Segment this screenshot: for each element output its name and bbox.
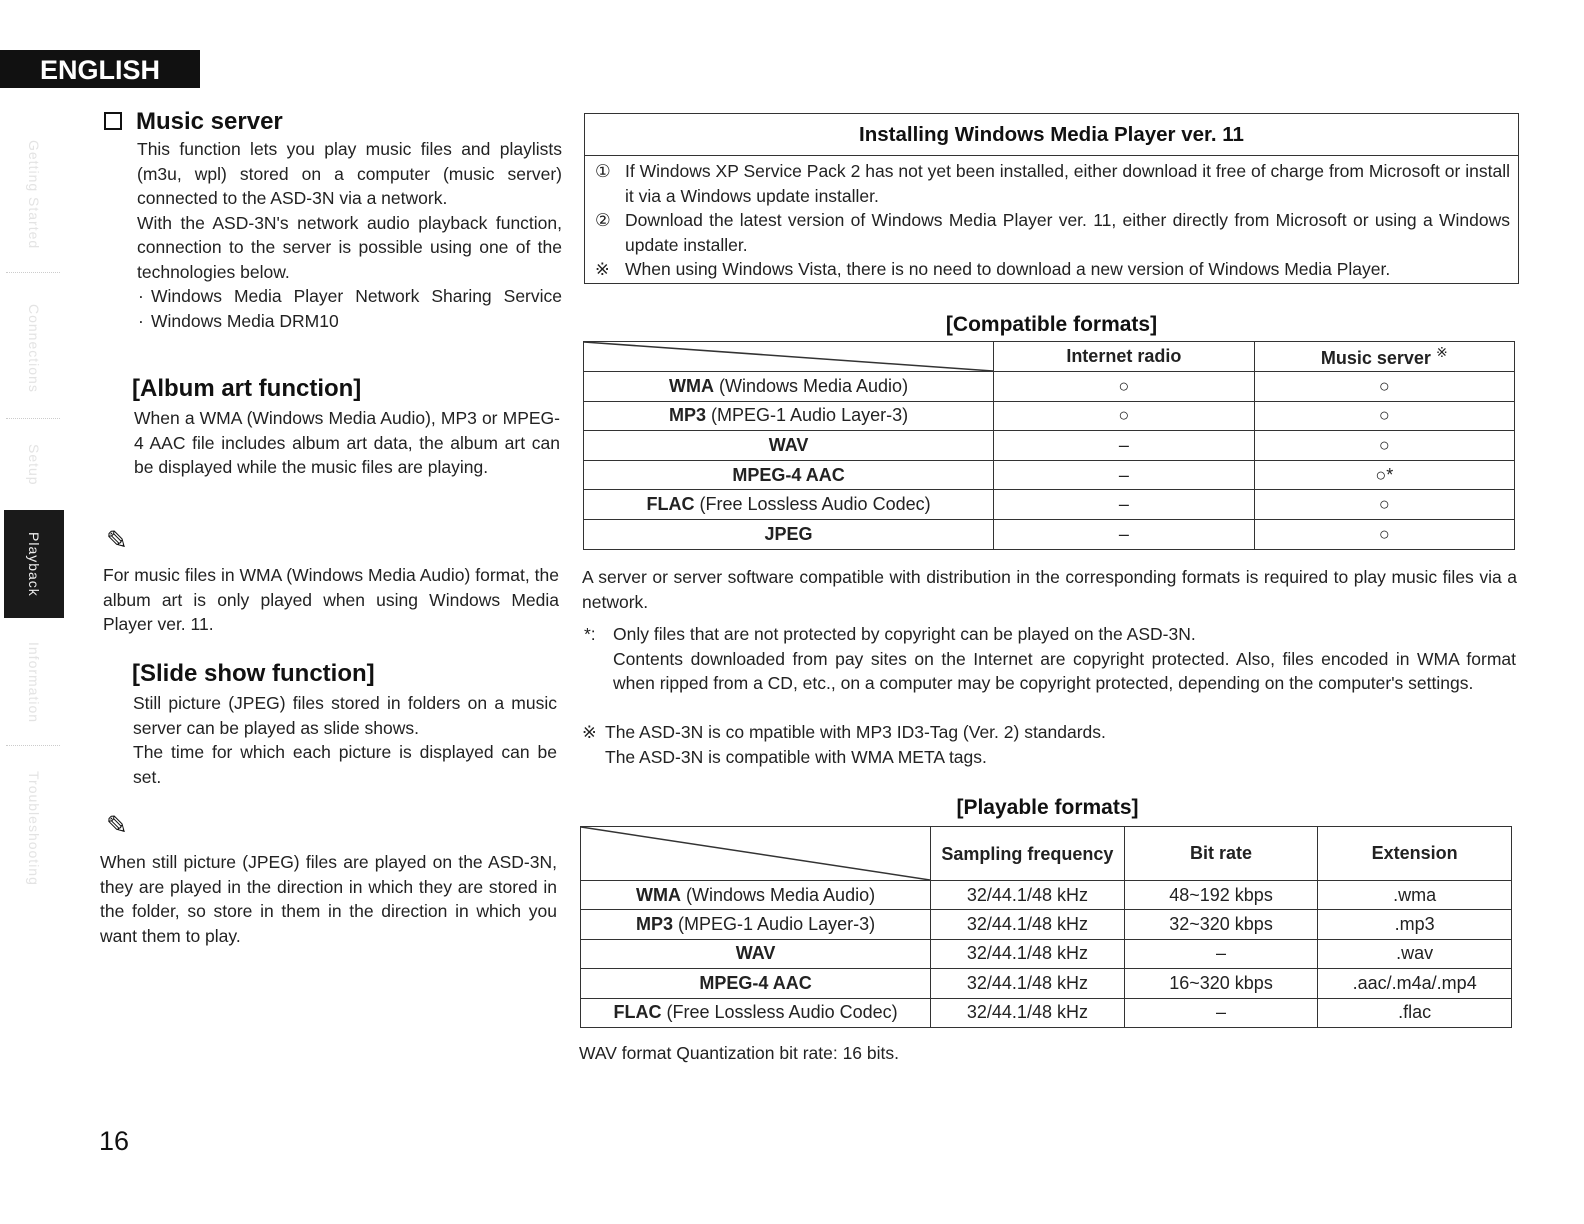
- extension-cell: .mp3: [1318, 910, 1512, 939]
- compatible-format-row: [584, 401, 1515, 431]
- internet-radio-cell: –: [994, 460, 1254, 490]
- slide-show-para1: Still picture (JPEG) files stored in folders on a music server can be played as slide shows.: [133, 693, 557, 738]
- playable-format-row: [581, 881, 1512, 910]
- format-name-cell: WAV: [584, 431, 994, 461]
- extension-cell: .flac: [1318, 998, 1512, 1027]
- format-name-cell: WMA (Windows Media Audio): [581, 881, 931, 910]
- language-tab: ENGLISH: [0, 50, 200, 88]
- format-name-cell: JPEG: [584, 519, 994, 549]
- diagonal-header-cell: [581, 827, 931, 881]
- internet-radio-cell: –: [994, 490, 1254, 520]
- bit-rate-cell: –: [1124, 939, 1318, 968]
- sampling-cell: 32/44.1/48 kHz: [931, 881, 1125, 910]
- compatible-format-row: [584, 372, 1515, 402]
- tag-note: ※ The ASD-3N is co mpatible with MP3 ID3-Tag (Ver. 2) standards. The ASD-3N is compatible with WMA META tags.: [582, 720, 1517, 769]
- side-tab-playback[interactable]: Playback: [4, 510, 64, 618]
- internet-radio-cell: –: [994, 431, 1254, 461]
- copyright-note: *: Only files that are not protected by copyright can be played on the ASD-3N. Contents downloaded from pay sites on the Internet are copyright protected. Also, files encoded in WMA format when ripped from a CD, etc., on a computer may be copyright protected, depending on the computer's settings.: [584, 622, 1516, 696]
- compatible-format-row: [584, 519, 1515, 549]
- install-step: ① If Windows XP Service Pack 2 has not yet been installed, either download it free of charge from Microsoft or install it via a Windows update installer.: [595, 161, 1510, 206]
- sampling-cell: 32/44.1/48 kHz: [931, 910, 1125, 939]
- playable-format-row: [581, 998, 1512, 1027]
- compatible-format-row: [584, 431, 1515, 461]
- music-server-cell: ○: [1254, 372, 1514, 402]
- music-server-cell: ○: [1254, 431, 1514, 461]
- playable-formats-table: [580, 826, 1512, 1028]
- side-tab-divider: [6, 745, 60, 746]
- playable-format-row: [581, 910, 1512, 939]
- format-name-cell: MP3 (MPEG-1 Audio Layer-3): [584, 401, 994, 431]
- install-box: [584, 113, 1519, 284]
- extension-cell: .wav: [1318, 939, 1512, 968]
- bit-rate-cell: 16~320 kbps: [1124, 969, 1318, 998]
- side-tab-divider: [6, 272, 60, 273]
- side-tab-connections[interactable]: Connections: [26, 303, 42, 393]
- format-name-cell: MP3 (MPEG-1 Audio Layer-3): [581, 910, 931, 939]
- format-name-cell: MPEG-4 AAC: [581, 969, 931, 998]
- format-name-cell: FLAC (Free Lossless Audio Codec): [581, 998, 931, 1027]
- music-server-para1: This function lets you play music files and playlists (m3u, wpl) stored on a computer (music server) connected to the ASD-3N via a network.: [137, 139, 562, 208]
- bit-rate-cell: 32~320 kbps: [1124, 910, 1318, 939]
- side-tab-divider: [6, 418, 60, 419]
- bit-rate-cell: –: [1124, 998, 1318, 1027]
- side-tab-troubleshooting[interactable]: Troubleshooting: [26, 770, 42, 886]
- playable-format-row: [581, 939, 1512, 968]
- music-server-cell: ○: [1254, 490, 1514, 520]
- album-art-note: For music files in WMA (Windows Media Audio) format, the album art is only played when using Windows Media Player ver. 11.: [103, 565, 559, 634]
- music-server-cell: ○: [1254, 519, 1514, 549]
- wav-footnote: WAV format Quantization bit rate: 16 bits.: [579, 1043, 899, 1063]
- col-music-server: Music server ※: [1254, 342, 1514, 372]
- side-tab-getting-started[interactable]: Getting Started: [26, 140, 42, 250]
- bullet-item: · Windows Media DRM10: [138, 310, 339, 331]
- music-server-text: [137, 137, 562, 333]
- sampling-cell: 32/44.1/48 kHz: [931, 969, 1125, 998]
- bullet-item: · Windows Media Player Network Sharing Service: [138, 286, 562, 306]
- music-server-para2: With the ASD-3N's network audio playback function, connection to the server is possible using one of the technologies below.: [137, 212, 562, 282]
- compatible-formats-caption: [Compatible formats]: [945, 313, 1158, 336]
- sampling-cell: 32/44.1/48 kHz: [931, 939, 1125, 968]
- compatible-note: A server or server software compatible with distribution in the corresponding formats is required to play music files via a network.: [582, 567, 1517, 612]
- copyright-note-line2: Contents downloaded from pay sites on the Internet are copyright protected. Also, files encoded in WMA format when ripped from a CD, etc., on a computer may be copyright protected, depending on the computer's settings.: [613, 648, 1516, 693]
- slide-show-heading: [Slide show function]: [132, 660, 375, 687]
- install-box-title: Installing Windows Media Player ver. 11: [585, 114, 1518, 156]
- music-server-cell: ○*: [1254, 460, 1514, 490]
- bit-rate-cell: 48~192 kbps: [1124, 881, 1318, 910]
- playable-format-row: [581, 969, 1512, 998]
- tag-note-line1: The ASD-3N is co mpatible with MP3 ID3-Tag (Ver. 2) standards.: [605, 722, 1106, 742]
- col-sampling-frequency: Sampling frequency: [931, 827, 1125, 881]
- format-name-cell: WMA (Windows Media Audio): [584, 372, 994, 402]
- music-server-heading: Music server: [104, 108, 283, 136]
- install-step: ② Download the latest version of Windows Media Player ver. 11, either directly from Microsoft or using a Windows update installer.: [595, 210, 1510, 255]
- music-server-cell: ○: [1254, 401, 1514, 431]
- diagonal-header-cell: [584, 342, 994, 372]
- format-name-cell: MPEG-4 AAC: [584, 460, 994, 490]
- extension-cell: .aac/.m4a/.mp4: [1318, 969, 1512, 998]
- extension-cell: .wma: [1318, 881, 1512, 910]
- compatible-formats-table: [583, 341, 1515, 550]
- col-extension: Extension: [1318, 827, 1512, 881]
- internet-radio-cell: ○: [994, 401, 1254, 431]
- playable-formats-caption: [Playable formats]: [956, 796, 1139, 819]
- tag-note-line2: The ASD-3N is compatible with WMA META tags.: [605, 746, 987, 767]
- format-name-cell: WAV: [581, 939, 931, 968]
- pencil-note-icon: ✎: [106, 810, 128, 840]
- format-name-cell: FLAC (Free Lossless Audio Codec): [584, 490, 994, 520]
- album-art-text: When a WMA (Windows Media Audio), MP3 or MPEG-4 AAC file includes album art data, the album art can be displayed while the music files are playing.: [134, 408, 560, 477]
- col-internet-radio: Internet radio: [994, 342, 1254, 372]
- sampling-cell: 32/44.1/48 kHz: [931, 998, 1125, 1027]
- page-number: 16: [99, 1126, 130, 1156]
- copyright-note-line1: Only files that are not protected by copyright can be played on the ASD-3N.: [613, 624, 1196, 644]
- slide-show-note: When still picture (JPEG) files are played on the ASD-3N, they are played in the direction in which they are stored in the folder, so store in them in the direction in which you want them to play.: [100, 852, 557, 946]
- side-tab-setup[interactable]: Setup: [26, 444, 42, 486]
- pencil-note-icon: ✎: [106, 525, 128, 555]
- album-art-heading: [Album art function]: [132, 375, 362, 402]
- compatible-format-row: [584, 460, 1515, 490]
- compatible-format-row: [584, 490, 1515, 520]
- col-bit-rate: Bit rate: [1124, 827, 1318, 881]
- install-note: ※ When using Windows Vista, there is no need to download a new version of Windows Media Player.: [595, 259, 1391, 279]
- checkbox-icon: [104, 112, 122, 130]
- slide-show-text: [133, 691, 557, 789]
- side-tab-information[interactable]: Information: [26, 642, 42, 724]
- slide-show-para2: The time for which each picture is displayed can be set.: [133, 742, 557, 787]
- internet-radio-cell: –: [994, 519, 1254, 549]
- internet-radio-cell: ○: [994, 372, 1254, 402]
